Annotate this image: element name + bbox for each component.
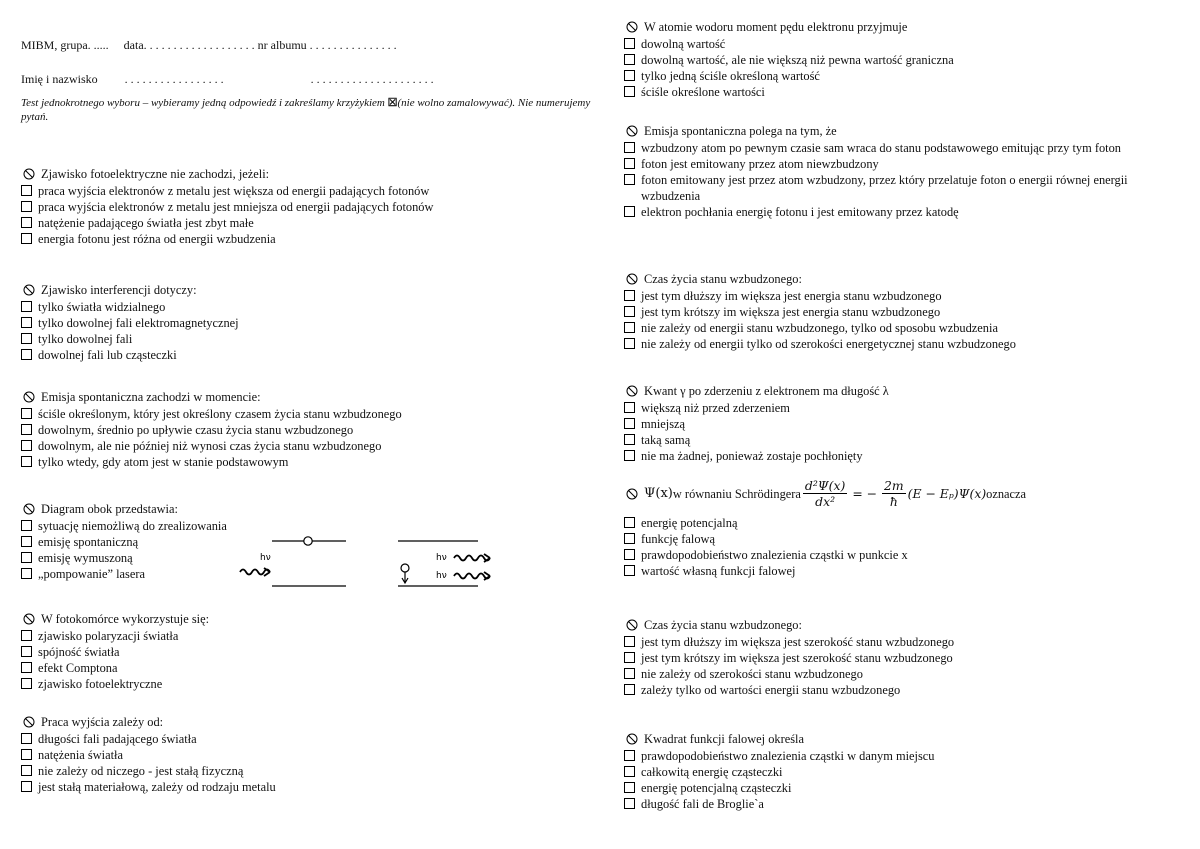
answer-checkbox[interactable] bbox=[21, 749, 32, 760]
answer-option bbox=[21, 676, 591, 692]
answer-option bbox=[21, 347, 591, 363]
question-text bbox=[624, 382, 1184, 400]
answer-text: foton emitowany jest przez atom wzbudzony, przez który przelatuje foton o energii równej energii wzbudzenia bbox=[641, 173, 1128, 203]
answer-checkbox[interactable] bbox=[624, 158, 635, 169]
answer-option bbox=[21, 731, 591, 747]
options-list bbox=[624, 634, 1184, 698]
answer-option bbox=[624, 416, 1184, 432]
no-symbol-icon bbox=[626, 385, 638, 397]
answer-option bbox=[624, 547, 1184, 563]
name-field-1[interactable]: . . . . . . . . . . . . . . . . . bbox=[124, 72, 224, 86]
answer-text: ściśle określonym, który jest określony czasem życia stanu wzbudzonego bbox=[38, 407, 402, 421]
photon-wave-icon bbox=[454, 556, 490, 561]
formula-lhs-fraction bbox=[803, 478, 847, 509]
formula-sign: = − bbox=[852, 485, 878, 501]
answer-checkbox[interactable] bbox=[624, 549, 635, 560]
question-block bbox=[21, 165, 591, 247]
answer-text: jest tym dłuższy im większa jest szerokość stanu wzbudzonego bbox=[641, 635, 955, 649]
answer-text: dowolnym, ale nie później niż wynosi czas życia stanu wzbudzonego bbox=[38, 439, 382, 453]
group-field[interactable]: ..... bbox=[93, 38, 109, 52]
question-block bbox=[624, 270, 1184, 352]
date-label: data bbox=[123, 38, 144, 52]
answer-checkbox[interactable] bbox=[624, 766, 635, 777]
question-block bbox=[21, 610, 591, 692]
answer-option bbox=[624, 432, 1184, 448]
question-block-schrodinger bbox=[624, 478, 1184, 579]
question-label: Emisja spontaniczna zachodzi w momencie: bbox=[41, 390, 261, 404]
question-label: W fotokomórce wykorzystuje się: bbox=[41, 612, 210, 626]
answer-option bbox=[21, 628, 591, 644]
answer-option bbox=[624, 400, 1184, 416]
instructions-text-2: (nie wolno zamalowywać). Nie numerujemy pytań. bbox=[21, 97, 591, 123]
no-symbol-icon bbox=[626, 733, 638, 745]
answer-checkbox[interactable] bbox=[624, 402, 635, 413]
answer-option bbox=[624, 515, 1184, 531]
question-label: Zjawisko fotoelektryczne nie zachodzi, jeżeli: bbox=[41, 167, 270, 181]
answer-text: dowolnym, średnio po upływie czasu życia stanu wzbudzonego bbox=[38, 423, 354, 437]
answer-option bbox=[21, 454, 591, 470]
question-text bbox=[624, 122, 1184, 140]
answer-checkbox[interactable] bbox=[624, 517, 635, 528]
answer-option bbox=[21, 299, 591, 315]
question-block bbox=[624, 730, 1184, 812]
question-text bbox=[21, 165, 591, 183]
answer-text: nie zależy od energii stanu wzbudzonego, tylko od sposobu wzbudzenia bbox=[641, 321, 998, 335]
answer-option bbox=[624, 682, 1184, 698]
answer-option bbox=[624, 156, 1184, 172]
name-field-2[interactable]: . . . . . . . . . . . . . . . . . . . . . bbox=[310, 72, 434, 86]
answer-option bbox=[624, 52, 1184, 68]
answer-option bbox=[624, 36, 1184, 52]
date-field[interactable]: . . . . . . . . . . . . . . . . . . . bbox=[143, 38, 255, 52]
answer-text: wartość własną funkcji falowej bbox=[641, 564, 796, 578]
formula-lhs-num: d²Ψ(x) bbox=[804, 478, 846, 493]
answer-text: „pompowanie” lasera bbox=[38, 567, 145, 581]
answer-text: ściśle określone wartości bbox=[641, 85, 765, 99]
answer-text: praca wyjścia elektronów z metalu jest większa od energii padających fotonów bbox=[38, 184, 430, 198]
options-list bbox=[21, 406, 591, 470]
question-label: Czas życia stanu wzbudzonego: bbox=[644, 272, 802, 286]
answer-checkbox[interactable] bbox=[21, 568, 32, 579]
options-list bbox=[21, 183, 591, 247]
answer-text: tylko światła widzialnego bbox=[38, 300, 166, 314]
question-label: Czas życia stanu wzbudzonego: bbox=[644, 618, 802, 632]
question-suffix: oznacza bbox=[986, 486, 1027, 501]
options-list bbox=[21, 731, 591, 795]
answer-option bbox=[21, 406, 591, 422]
answer-option bbox=[624, 336, 1184, 352]
answer-checkbox[interactable] bbox=[624, 86, 635, 97]
answer-checkbox[interactable] bbox=[21, 317, 32, 328]
no-symbol-icon bbox=[626, 488, 638, 500]
no-symbol-icon bbox=[23, 613, 35, 625]
question-mid-text: w równaniu Schrödingera bbox=[672, 486, 801, 501]
answer-checkbox[interactable] bbox=[21, 678, 32, 689]
answer-checkbox[interactable] bbox=[21, 536, 32, 547]
formula-rhs-num: 2m bbox=[884, 478, 904, 493]
no-symbol-icon bbox=[626, 619, 638, 631]
electron-icon bbox=[401, 564, 409, 572]
answer-option bbox=[624, 140, 1184, 156]
answer-option bbox=[21, 779, 591, 795]
answer-option bbox=[624, 634, 1184, 650]
question-block bbox=[21, 388, 591, 470]
answer-text: tylko jedną ściśle określoną wartość bbox=[641, 69, 820, 83]
answer-checkbox[interactable] bbox=[624, 565, 635, 576]
answer-checkbox[interactable] bbox=[21, 765, 32, 776]
answer-checkbox[interactable] bbox=[624, 142, 635, 153]
answer-checkbox[interactable] bbox=[624, 668, 635, 679]
group-label: MIBM, grupa. bbox=[21, 38, 91, 52]
answer-text: dowolną wartość, ale nie większą niż pewna wartość graniczna bbox=[641, 53, 954, 67]
answer-checkbox[interactable] bbox=[21, 456, 32, 467]
answer-checkbox[interactable] bbox=[624, 322, 635, 333]
question-label: Kwadrat funkcji falowej określa bbox=[644, 732, 804, 746]
answer-checkbox[interactable] bbox=[624, 54, 635, 65]
question-block bbox=[21, 281, 591, 363]
answer-checkbox[interactable] bbox=[21, 424, 32, 435]
answer-option bbox=[624, 448, 1184, 464]
answer-option bbox=[624, 172, 1184, 204]
answer-checkbox[interactable] bbox=[624, 636, 635, 647]
formula-lhs-den: dx² bbox=[815, 494, 836, 509]
answer-option bbox=[624, 666, 1184, 682]
answer-option bbox=[21, 660, 591, 676]
question-block bbox=[624, 18, 1184, 100]
header-line-2 bbox=[21, 72, 434, 87]
answer-text: tylko dowolnej fali bbox=[38, 332, 133, 346]
answer-option bbox=[624, 563, 1184, 579]
answer-option bbox=[624, 531, 1184, 547]
answer-checkbox[interactable] bbox=[21, 233, 32, 244]
answer-option bbox=[21, 438, 591, 454]
answer-option bbox=[624, 764, 1184, 780]
question-label: Kwant γ po zderzeniu z elektronem ma długość λ bbox=[644, 384, 889, 398]
photon-wave-icon bbox=[240, 570, 270, 575]
answer-text: emisję spontaniczną bbox=[38, 535, 139, 549]
answer-option bbox=[624, 748, 1184, 764]
answer-text: efekt Comptona bbox=[38, 661, 118, 675]
answer-text: tylko wtedy, gdy atom jest w stanie podstawowym bbox=[38, 455, 289, 469]
photon-label: hν bbox=[436, 553, 447, 563]
answer-option bbox=[21, 763, 591, 779]
options-list bbox=[624, 140, 1184, 220]
answer-checkbox[interactable] bbox=[21, 781, 32, 792]
answer-checkbox[interactable] bbox=[624, 70, 635, 81]
answer-checkbox[interactable] bbox=[21, 646, 32, 657]
answer-text: prawdopodobieństwo znalezienia cząstki w punkcie x bbox=[641, 548, 908, 562]
answer-text: długość fali de Broglie`a bbox=[641, 797, 764, 811]
answer-option bbox=[21, 331, 591, 347]
answer-checkbox[interactable] bbox=[624, 338, 635, 349]
answer-text: wzbudzony atom po pewnym czasie sam wraca do stanu podstawowego emitując przy tym foton bbox=[641, 141, 1122, 155]
answer-checkbox[interactable] bbox=[21, 408, 32, 419]
no-symbol-icon bbox=[23, 391, 35, 403]
answer-checkbox[interactable] bbox=[21, 552, 32, 563]
question-label: Zjawisko interferencji dotyczy: bbox=[41, 283, 197, 297]
no-symbol-icon bbox=[23, 503, 35, 515]
answer-text: emisję wymuszoną bbox=[38, 551, 133, 565]
answer-text: energia fotonu jest różna od energii wzbudzenia bbox=[38, 232, 276, 246]
answer-option bbox=[624, 320, 1184, 336]
answer-text: zjawisko polaryzacji światła bbox=[38, 629, 179, 643]
formula-tail: (E − Eₚ)Ψ(x) bbox=[907, 485, 987, 501]
question-text bbox=[624, 18, 1184, 36]
question-text bbox=[624, 478, 1184, 509]
instructions bbox=[21, 96, 591, 124]
answer-checkbox[interactable] bbox=[624, 38, 635, 49]
answer-text: dowolnej fali lub cząsteczki bbox=[38, 348, 177, 362]
question-text bbox=[21, 610, 591, 628]
photon-wave-icon bbox=[454, 574, 490, 579]
answer-text: dowolną wartość bbox=[641, 37, 726, 51]
answer-option bbox=[21, 644, 591, 660]
no-symbol-icon bbox=[626, 125, 638, 137]
answer-text: energię potencjalną bbox=[641, 516, 738, 530]
answer-option bbox=[624, 288, 1184, 304]
question-text bbox=[624, 730, 1184, 748]
answer-option bbox=[21, 747, 591, 763]
instructions-text-1: Test jednokrotnego wyboru – wybieramy jedną odpowiedź i zakreślamy krzyżykiem bbox=[21, 97, 385, 109]
formula-rhs-fraction bbox=[882, 478, 906, 509]
answer-option bbox=[21, 422, 591, 438]
name-label: Imię i nazwisko bbox=[21, 72, 98, 86]
crossed-box-icon: ☒ bbox=[387, 97, 398, 109]
question-text bbox=[624, 270, 1184, 288]
answer-checkbox[interactable] bbox=[21, 217, 32, 228]
album-field[interactable]: . . . . . . . . . . . . . . . bbox=[309, 38, 397, 52]
answer-option bbox=[21, 215, 591, 231]
answer-text: jest stałą materiałową, zależy od rodzaju metalu bbox=[38, 780, 276, 794]
formula-rhs-den: ħ bbox=[889, 494, 898, 509]
answer-text: elektron pochłania energię fotonu i jest emitowany przez katodę bbox=[641, 205, 959, 219]
answer-text: foton jest emitowany przez atom niewzbudzony bbox=[641, 157, 879, 171]
question-label: Emisja spontaniczna polega na tym, że bbox=[644, 124, 837, 138]
answer-text: zależy tylko od wartości energii stanu wzbudzonego bbox=[641, 683, 901, 697]
answer-text: całkowitą energię cząsteczki bbox=[641, 765, 783, 779]
answer-option bbox=[21, 183, 591, 199]
question-block bbox=[624, 122, 1184, 220]
answer-text: jest tym dłuższy im większa jest energia stanu wzbudzonego bbox=[641, 289, 942, 303]
electron-vacancy-icon bbox=[304, 537, 312, 545]
answer-checkbox[interactable] bbox=[624, 306, 635, 317]
answer-text: sytuację niemożliwą do zrealizowania bbox=[38, 519, 227, 533]
answer-checkbox[interactable] bbox=[624, 418, 635, 429]
album-label: nr albumu bbox=[257, 38, 307, 52]
answer-checkbox[interactable] bbox=[21, 201, 32, 212]
options-list bbox=[21, 299, 591, 363]
answer-text: zjawisko fotoelektryczne bbox=[38, 677, 163, 691]
answer-text: funkcję falową bbox=[641, 532, 715, 546]
header-line-1 bbox=[21, 38, 397, 53]
question-block bbox=[624, 616, 1184, 698]
answer-checkbox[interactable] bbox=[624, 750, 635, 761]
answer-text: natężenie padającego światła jest zbyt małe bbox=[38, 216, 254, 230]
energy-level-diagram bbox=[232, 532, 532, 594]
answer-option bbox=[624, 650, 1184, 666]
options-list bbox=[624, 36, 1184, 100]
answer-checkbox[interactable] bbox=[624, 206, 635, 217]
answer-text: taką samą bbox=[641, 433, 691, 447]
answer-checkbox[interactable] bbox=[21, 520, 32, 531]
answer-checkbox[interactable] bbox=[624, 684, 635, 695]
options-list bbox=[624, 748, 1184, 812]
answer-checkbox[interactable] bbox=[624, 533, 635, 544]
answer-text: spójność światła bbox=[38, 645, 120, 659]
answer-text: nie ma żadnej, ponieważ zostaje pochłonięty bbox=[641, 449, 863, 463]
question-text bbox=[624, 616, 1184, 634]
question-label: Diagram obok przedstawia: bbox=[41, 502, 178, 516]
photon-label: hν bbox=[436, 571, 447, 581]
answer-checkbox[interactable] bbox=[624, 798, 635, 809]
answer-checkbox[interactable] bbox=[624, 782, 635, 793]
options-list bbox=[624, 400, 1184, 464]
options-list bbox=[624, 515, 1184, 579]
answer-text: jest tym krótszy im większa jest szerokość stanu wzbudzonego bbox=[641, 651, 953, 665]
answer-checkbox[interactable] bbox=[624, 290, 635, 301]
answer-checkbox[interactable] bbox=[624, 652, 635, 663]
answer-checkbox[interactable] bbox=[21, 630, 32, 641]
answer-checkbox[interactable] bbox=[21, 185, 32, 196]
psi-symbol: Ψ(x) bbox=[644, 485, 673, 501]
answer-checkbox[interactable] bbox=[624, 434, 635, 445]
answer-text: natężenia światła bbox=[38, 748, 123, 762]
answer-option bbox=[21, 199, 591, 215]
answer-checkbox[interactable] bbox=[21, 349, 32, 360]
question-text bbox=[21, 713, 591, 731]
question-block bbox=[624, 382, 1184, 464]
answer-option bbox=[624, 204, 1184, 220]
answer-checkbox[interactable] bbox=[21, 301, 32, 312]
no-symbol-icon bbox=[626, 21, 638, 33]
question-label: W atomie wodoru moment pędu elektronu przyjmuje bbox=[644, 20, 908, 34]
answer-text: nie zależy od niczego - jest stałą fizyczną bbox=[38, 764, 244, 778]
answer-option bbox=[624, 68, 1184, 84]
answer-checkbox[interactable] bbox=[624, 174, 635, 185]
photon-label: hν bbox=[260, 553, 271, 563]
answer-text: tylko dowolnej fali elektromagnetycznej bbox=[38, 316, 239, 330]
question-text bbox=[21, 500, 301, 518]
answer-checkbox[interactable] bbox=[624, 450, 635, 461]
options-list bbox=[624, 288, 1184, 352]
question-block bbox=[21, 713, 591, 795]
answer-option bbox=[624, 304, 1184, 320]
answer-text: prawdopodobieństwo znalezienia cząstki w danym miejscu bbox=[641, 749, 935, 763]
options-list bbox=[21, 628, 591, 692]
answer-checkbox[interactable] bbox=[21, 662, 32, 673]
answer-option bbox=[21, 315, 591, 331]
answer-text: długości fali padającego światła bbox=[38, 732, 197, 746]
answer-text: energię potencjalną cząsteczki bbox=[641, 781, 792, 795]
no-symbol-icon bbox=[23, 716, 35, 728]
answer-option bbox=[624, 796, 1184, 812]
answer-option bbox=[21, 231, 591, 247]
answer-option bbox=[624, 780, 1184, 796]
answer-text: nie zależy od szerokości stanu wzbudzonego bbox=[641, 667, 863, 681]
answer-text: praca wyjścia elektronów z metalu jest mniejsza od energii padających fotonów bbox=[38, 200, 434, 214]
answer-text: jest tym krótszy im większa jest energia stanu wzbudzonego bbox=[641, 305, 941, 319]
answer-text: mniejszą bbox=[641, 417, 686, 431]
answer-option bbox=[624, 84, 1184, 100]
answer-checkbox[interactable] bbox=[21, 440, 32, 451]
no-symbol-icon bbox=[23, 284, 35, 296]
question-text bbox=[21, 388, 591, 406]
question-text bbox=[21, 281, 591, 299]
no-symbol-icon bbox=[23, 168, 35, 180]
question-label: Praca wyjścia zależy od: bbox=[41, 715, 164, 729]
answer-checkbox[interactable] bbox=[21, 333, 32, 344]
answer-text: większą niż przed zderzeniem bbox=[641, 401, 790, 415]
answer-checkbox[interactable] bbox=[21, 733, 32, 744]
answer-text: nie zależy od energii tylko od szerokości energetycznej stanu wzbudzonego bbox=[641, 337, 1016, 351]
no-symbol-icon bbox=[626, 273, 638, 285]
